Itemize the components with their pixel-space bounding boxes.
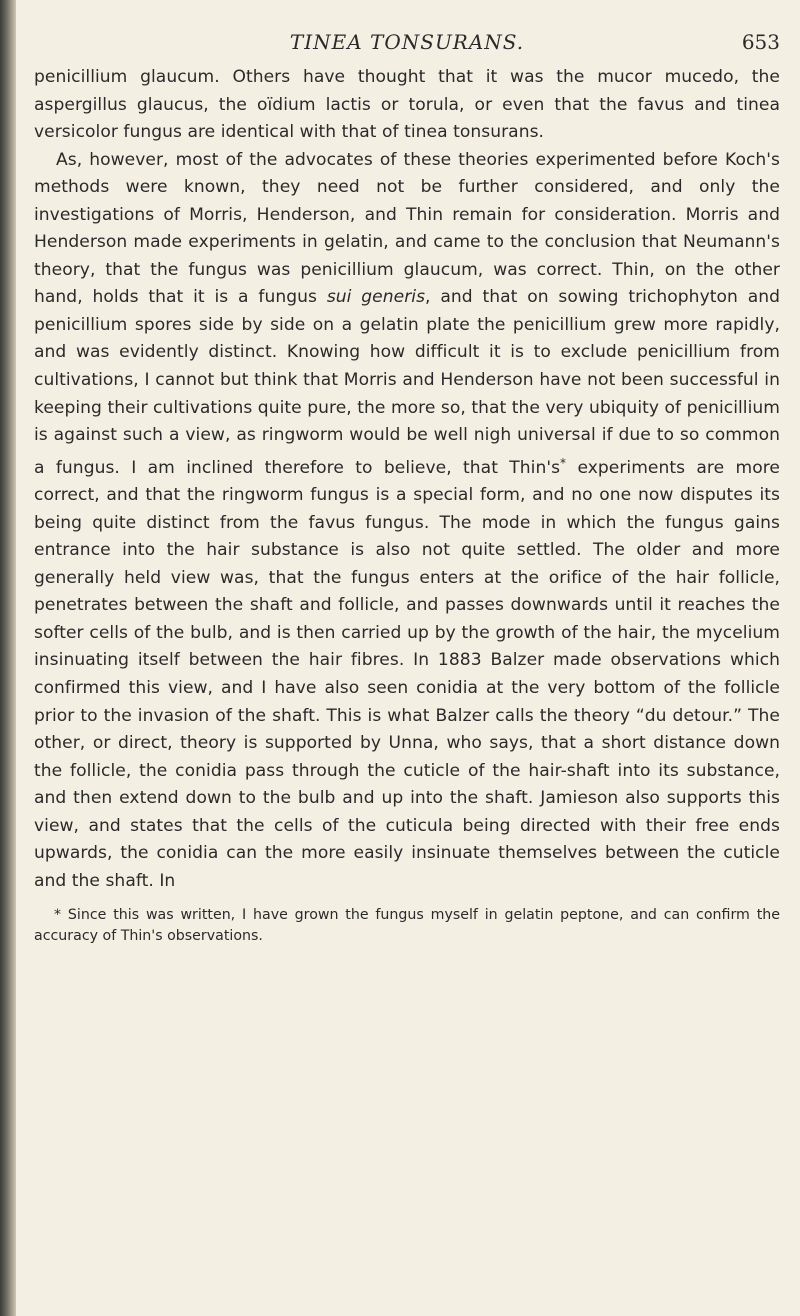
footnote: * Since this was written, I have grown the fungus myself in gelatin peptone, and can confirm the accuracy of Thin's observations. <box>34 907 780 945</box>
paragraph-2-part-b: , and that on sowing trichophyton and penicillium spores side by side on a gelatin plate the penicillium grew more rapidly, and was evidently distinct. Knowing how difficult it is to exclude penicillium from cultivations, I cannot but think that Morris and Henderson have not been successful in keeping their cultivations quite pure, the more so, that the very ubiquity of penicillium is against such a view, as ringworm would be well nigh universal if due to so common a fungus. I am inclined therefore to believe, that Thin's <box>34 287 781 478</box>
running-title: TINEA TONSURANS. <box>289 30 525 54</box>
paragraph-2-part-c: experiments are more correct, and that the ringworm fungus is a special form, and no one now disputes its being quite distinct from the favus fungus. The mode in which the fungus gains entrance into the hair substance is also not quite settled. The older and more generally held view was, that the fungus enters at the orifice of the hair follicle, penetrates between the shaft and follicle, and passes downwards until it reaches the softer cells of the bulb, and is then carried up by the growth of the hair, the mycelium insinuating itself between the hair fibres. In 1883 Balzer made observations which confirmed this view, and I have also seen conidia at the very bottom of the follicle prior to the invasion of the shaft. This is what Balzer calls the theory “du detour.” The other, or direct, theory is supported by Unna, who says, that a short distance down the follicle, the conidia pass through the cuticle of the hair-shaft into its substance, and then extend down to the bulb and up into the shaft. Jamieson also supports this view, and states that the cells of the cuticula being directed with their free ends upwards, the conidia can the more easily insinuate themselves between the cuticle and the shaft. In <box>34 457 781 891</box>
page-number: 653 <box>741 30 780 54</box>
italic-phrase: sui generis <box>326 287 426 308</box>
body-text <box>34 64 780 895</box>
paragraph-2-part-a: As, however, most of the advocates of these theories experimented before Koch's methods were known, they need not be further considered, and only the investigations of Morris, Henderson, and Thin remain for consideration. Morris and Henderson made experiments in gelatin, and came to the conclusion that Neumann's theory, that the fungus was penicillium glaucum, was correct. Thin, on the other hand, holds that it is a fungus <box>34 149 780 308</box>
book-page <box>34 30 780 947</box>
paragraph-2 <box>34 147 780 896</box>
footnote-marker: * <box>560 455 567 470</box>
running-head <box>34 30 780 64</box>
paragraph-1: penicillium glaucum. Others have thought that it was the mucor mucedo, the aspergillus glaucus, the oïdium lactis or torula, or even that the favus and tinea versicolor fungus are identical with that of tinea tonsurans. <box>34 67 780 143</box>
binding-gutter <box>0 0 16 1316</box>
